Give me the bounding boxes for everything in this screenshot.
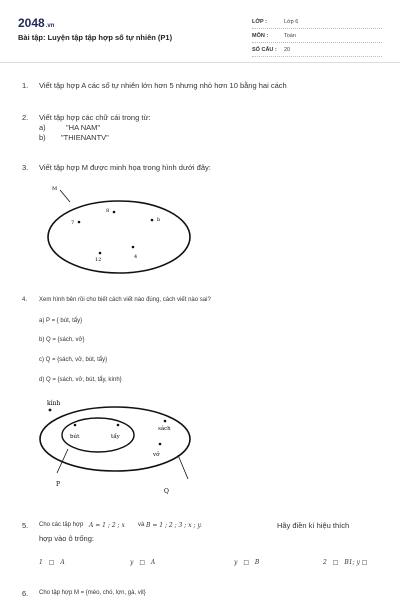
question-number: 1. — [22, 81, 29, 90]
part-text: "THIENANTV" — [61, 133, 109, 142]
meta-class-value: Lớp 6 — [284, 19, 299, 25]
part-label: a) — [39, 123, 46, 132]
question-text: Viết tập hợp M được minh họa trong hình dưới đây: — [39, 163, 211, 172]
point-dot — [99, 252, 102, 255]
question-text: Viết tập hợp các chữ cái trong từ: — [39, 113, 151, 122]
set-pq-diagram — [30, 393, 210, 503]
question-number: 3. — [22, 163, 29, 172]
question-5-line-2: hợp vào ô trống: — [39, 534, 94, 543]
page-title: Bài tập: Luyện tập tập hợp số tự nhiên (P1) — [18, 33, 173, 42]
point-dot — [78, 221, 81, 224]
meta-class-label: LỚP : — [252, 19, 267, 25]
question-number: 4. — [22, 297, 28, 303]
label-vo: vở — [153, 452, 160, 458]
label-kinh: kính — [47, 400, 61, 407]
question-text: Cho các tập hợp — [39, 522, 84, 528]
set-q-pointer — [178, 455, 188, 479]
blank-left: 2 — [323, 559, 327, 566]
question-4-option-a: a) P = { bút, tẩy} — [39, 318, 83, 324]
blank-left: y — [234, 559, 238, 566]
point-dot — [151, 219, 154, 222]
label-p: P — [56, 481, 61, 488]
question-number: 5. — [22, 521, 29, 530]
blank-left: y — [130, 559, 134, 566]
blank-right: B1; y □ — [344, 559, 368, 566]
point-dot — [164, 420, 167, 423]
meta-subject-label: MÔN : — [252, 33, 269, 39]
point-dot — [74, 424, 77, 427]
part-text: "HA NAM" — [66, 123, 101, 132]
part-label: b) — [39, 133, 46, 142]
label-but: bút — [70, 434, 80, 440]
label-tay: tẩy — [111, 434, 120, 440]
label-q: Q — [164, 488, 169, 495]
point-label: 4 — [134, 254, 138, 260]
blank-4 — [323, 559, 367, 566]
point-dot — [49, 409, 52, 412]
point-dot — [117, 424, 120, 427]
meta-count-value: 20 — [284, 47, 291, 53]
blank-3 — [234, 559, 259, 566]
header-divider — [0, 62, 400, 63]
site-logo[interactable] — [18, 16, 54, 30]
question-number: 2. — [22, 113, 29, 122]
question-4-option-c: c) Q = {sách, vở, bút, tẩy} — [39, 357, 108, 363]
set-a-expression: A = 1 ; 2 ; x — [89, 522, 125, 529]
point-dot — [113, 211, 116, 214]
point-label: b — [157, 217, 161, 223]
answer-box[interactable]: □ — [48, 559, 55, 566]
set-m-diagram — [40, 180, 200, 280]
answer-box[interactable]: □ — [332, 559, 339, 566]
blank-left: 1 — [39, 559, 43, 566]
set-m-label: M — [52, 186, 58, 192]
question-number: 6. — [22, 589, 29, 598]
point-dot — [159, 443, 162, 446]
question-text: Hãy điền kí hiệu thích — [277, 521, 350, 530]
blank-right: A — [60, 559, 65, 566]
blank-right: A — [150, 559, 156, 566]
point-dot — [132, 246, 135, 249]
blank-2 — [130, 559, 155, 566]
question-text: Xem hình bên rồi cho biết cách viết nào đúng, cách viết nào sai? — [39, 297, 211, 303]
blank-right: B — [254, 559, 260, 566]
meta-count — [252, 44, 382, 57]
meta-count-label: SỐ CÂU : — [252, 47, 277, 53]
meta-subject — [252, 30, 382, 43]
blank-1 — [39, 559, 65, 566]
question-text: Cho tập hợp M = {mèo, chó, lợn, gà, vịt} — [39, 590, 146, 596]
question-text: Viết tập hợp A các số tự nhiên lớn hơn 5 nhưng nhỏ hơn 10 bằng hai cách — [39, 81, 287, 90]
answer-box[interactable]: □ — [243, 559, 249, 566]
worksheet-header — [0, 0, 400, 62]
question-text-and: và — [138, 522, 145, 528]
meta-class — [252, 16, 382, 29]
set-m-ellipse — [48, 201, 190, 273]
question-5 — [22, 521, 392, 533]
set-m-pointer — [60, 190, 70, 202]
point-label: 8 — [106, 208, 110, 214]
point-label: 7 — [71, 220, 75, 226]
set-b-expression: B = 1 ; 2 ; 3 ; x ; y. — [146, 522, 202, 529]
logo-suffix: .vn — [45, 23, 55, 29]
question-4-option-b: b) Q = {sách, vở} — [39, 337, 85, 343]
answer-box[interactable]: □ — [139, 559, 145, 566]
meta-subject-value: Toán — [284, 33, 296, 39]
label-sach: sách — [158, 426, 171, 432]
logo-text: 2048 — [18, 16, 45, 30]
question-4-option-d: d) Q = {sách, vở, bút, tẩy, kính} — [39, 377, 122, 383]
point-label: 12 — [95, 257, 102, 263]
